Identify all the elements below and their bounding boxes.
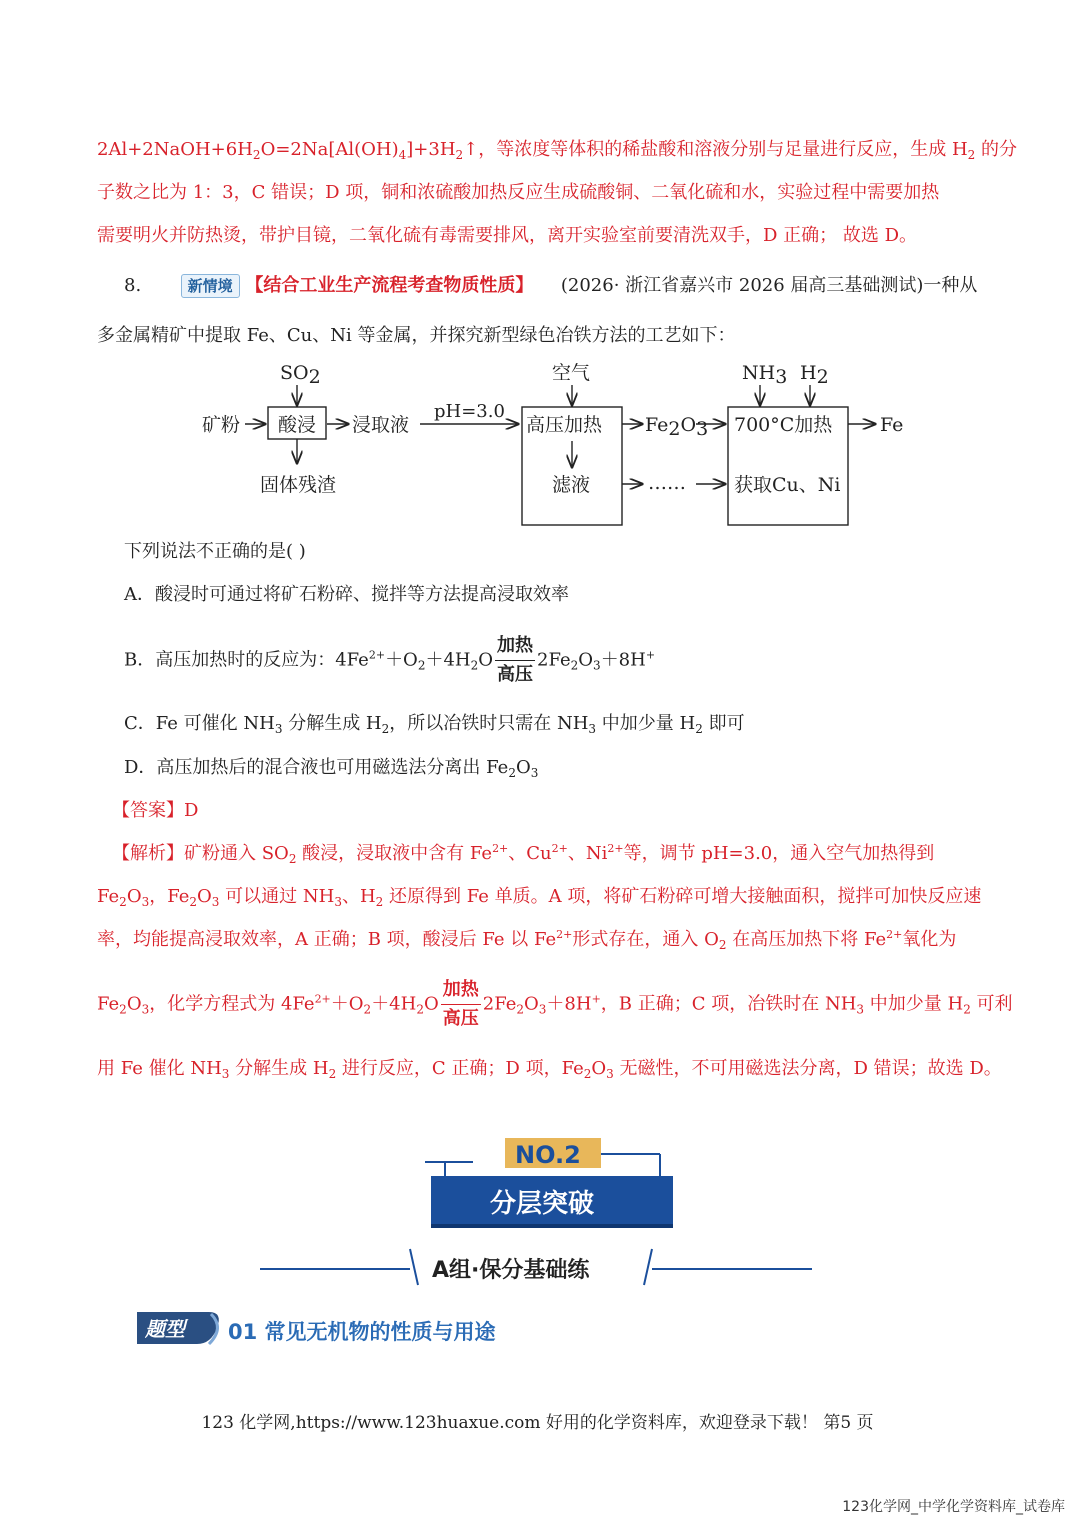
option-c: C．Fe 可催化 $NH_3$ 分解生成 $H_2$，所以冶铁时只需在 $NH_3$ 中加少量 $H_2$ 即可 <box>124 713 745 736</box>
analysis-line-1: 【解析】矿粉通入 $SO_2$ 酸浸，浸取液中含有 $Fe^{2+}$、$Cu^{2+}$、$Ni^{2+}$等，调节 pH=3.0，通入空气加热得到 <box>112 842 935 866</box>
option-d: D．高压加热后的混合液也可用磁选法分离出 $Fe_2O_3$ <box>124 757 539 780</box>
flow-ph: pH=3.0 <box>434 401 505 422</box>
type-badge-text: 题型 <box>145 1317 185 1341</box>
option-a: A．酸浸时可通过将矿石粉碎、搅拌等方法提高浸取效率 <box>124 584 569 605</box>
section-banner <box>425 1136 685 1231</box>
option-b: B．高压加热时的反应为：$4Fe^{2+}+O_2+4H_2O$ $\frac{\text{加热}}{\text{高压}}$ $2Fe_2O_3+8H^+$ <box>124 632 655 688</box>
group-divider <box>260 1245 820 1290</box>
analysis-reaction-condition: $\frac{\text{加热}}{\text{高压}}$ <box>441 976 481 1033</box>
flow-h2: H2 <box>800 362 829 388</box>
analysis-prev-line-2: 子数之比为 1：3，C 错误；D 项，铜和浓硫酸加热反应生成硫酸铜、二氧化硫和水，实验过程中需要加热 <box>97 182 940 203</box>
process-flow-diagram <box>190 355 920 535</box>
type-title: 01 常见无机物的性质与用途 <box>228 1320 496 1344</box>
analysis-line-2: $Fe_2O_3$，$Fe_2O_3$ 可以通过 $NH_3$、$H_2$ 还原得到 Fe 单质。A 项，将矿石粉碎可增大接触面积，搅拌可加快反应速 <box>97 886 982 909</box>
flow-filtrate: 滤液 <box>552 474 591 496</box>
flow-nh3: NH3 <box>742 362 788 388</box>
group-title: A组·保分基础练 <box>432 1258 590 1283</box>
question-number: 8. <box>124 275 142 296</box>
flow-residue: 固体残渣 <box>260 474 337 496</box>
flow-ore: 矿粉 <box>202 414 241 436</box>
question-stem: 下列说法不正确的是( ) <box>124 541 306 562</box>
watermark: 123化学网_中学化学资料库_试卷库 <box>842 1499 1065 1515</box>
flow-heat: 700°C加热 <box>734 414 833 436</box>
flow-fe: Fe <box>880 414 904 436</box>
flow-dots: …… <box>648 472 686 494</box>
question-type-badge <box>137 1310 227 1346</box>
new-context-badge: 新情境 <box>181 274 240 298</box>
question-8-line-2: 多金属精矿中提取 Fe、Cu、Ni 等金属，并探究新型绿色冶铁方法的工艺如下： <box>97 325 736 346</box>
flow-so2: SO2 <box>280 362 321 388</box>
flow-leach: 酸浸 <box>278 414 317 436</box>
flow-cuni: 获取Cu、Ni <box>734 474 841 496</box>
analysis-prev-line-1: $2Al+2NaOH+6H_2O=2Na[Al(OH)_4]+3H_2↑$，等浓度等体积的稀盐酸和溶液分别与足量进行反应，生成 $H_2$ 的分 <box>97 139 1018 162</box>
flow-fe2o3: Fe2O3 <box>645 414 709 440</box>
analysis-line-3: 率，均能提高浸取效率，A 正确；B 项，酸浸后 Fe 以 $Fe^{2+}$形式存在，通入 $O_2$ 在高压加热下将 $Fe^{2+}$氧化为 <box>97 928 957 952</box>
section-number: NO.2 <box>515 1141 581 1169</box>
flow-leachate: 浸取液 <box>352 414 410 436</box>
analysis-line-5: 用 Fe 催化 $NH_3$ 分解生成 $H_2$ 进行反应，C 正确；D 项，$Fe_2O_3$ 无磁性，不可用磁选法分离，D 错误；故选 D。 <box>97 1058 1002 1081</box>
section-title: 分层突破 <box>490 1189 595 1219</box>
question-topic: 【结合工业生产流程考查物质性质】 <box>245 275 534 296</box>
flow-hp: 高压加热 <box>526 414 603 436</box>
question-source: (2026· 浙江省嘉兴市 2026 届高三基础测试)一种从 <box>560 275 978 296</box>
reaction-condition: $\frac{\text{加热}}{\text{高压}}$ <box>495 632 535 689</box>
analysis-line-4: $Fe_2O_3$，化学方程式为 $4Fe^{2+}+O_2+4H_2O$ $\frac{\text{加热}}{\text{高压}}$ $2Fe_2O_3+8H^+$，B 正确；C 项，冶铁时在 $NH_3$ 中加少量 $H_2$ 可利 <box>97 976 1013 1032</box>
page-footer: 123 化学网,https://www.123huaxue.com 好用的化学资料库，欢迎登录下载！ 第5 页 <box>201 1413 874 1433</box>
question-8-header <box>124 274 977 298</box>
answer: 【答案】D <box>112 800 199 821</box>
flow-air: 空气 <box>552 362 591 384</box>
analysis-prev-line-3: 需要明火并防热烫，带护目镜，二氧化硫有毒需要排风，离开实验室前要清洗双手，D 正确； 故选 D。 <box>97 225 918 246</box>
